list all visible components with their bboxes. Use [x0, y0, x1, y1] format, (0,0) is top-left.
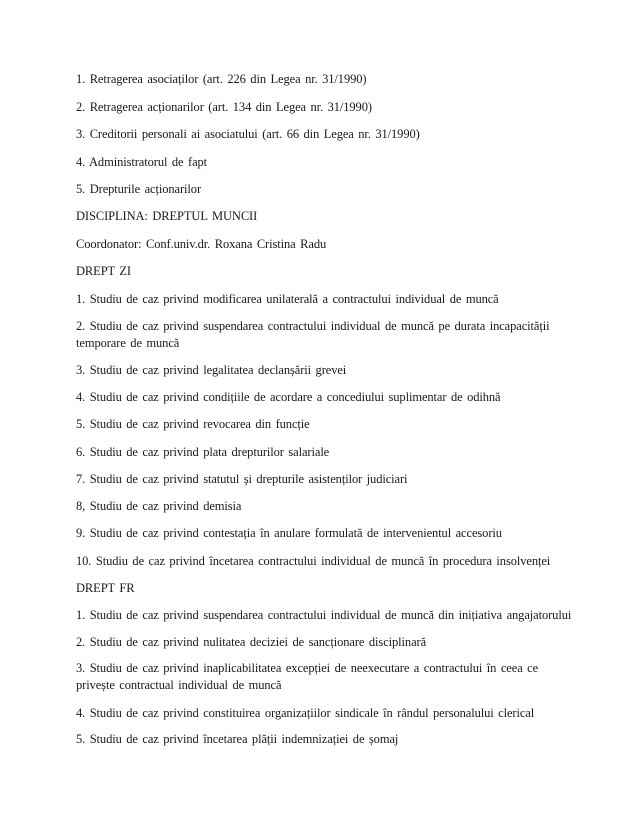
- coordinator-line: Coordonator: Conf.univ.dr. Roxana Cristina Radu: [76, 237, 327, 251]
- list-item: 2. Studiu de caz privind nulitatea deciziei de sancționare disciplinară: [76, 635, 427, 649]
- list-item: 8, Studiu de caz privind demisia: [76, 499, 242, 513]
- list-item: 5. Drepturile acționarilor: [76, 182, 202, 196]
- list-item: 5. Studiu de caz privind revocarea din funcție: [76, 417, 310, 431]
- list-item: 2. Studiu de caz privind suspendarea contractului individual de muncă pe durata incapacității temporare de muncă: [76, 319, 550, 350]
- section-heading: DREPT FR: [76, 581, 135, 595]
- list-item: 7. Studiu de caz privind statutul și drepturile asistenților judiciari: [76, 472, 408, 486]
- list-item: 6. Studiu de caz privind plata drepturilor salariale: [76, 445, 330, 459]
- list-item: 1. Studiu de caz privind modificarea unilaterală a contractului individual de muncă: [76, 292, 499, 306]
- section-heading: DISCIPLINA: DREPTUL MUNCII: [76, 209, 258, 223]
- list-item: 4. Studiu de caz privind constituirea organizațiilor sindicale în rândul personalului clerical: [76, 706, 535, 720]
- list-item: 9. Studiu de caz privind contestația în anulare formulată de intervenientul accesoriu: [76, 526, 502, 540]
- list-item: 4. Studiu de caz privind condițiile de acordare a concediului suplimentar de odihnă: [76, 390, 501, 404]
- list-item: 2. Retragerea acționarilor (art. 134 din Legea nr. 31/1990): [76, 100, 372, 114]
- list-item: 1. Studiu de caz privind suspendarea contractului individual de muncă din inițiativa angajatorului: [76, 608, 572, 622]
- list-item: 4. Administratorul de fapt: [76, 155, 208, 169]
- list-item: 3. Studiu de caz privind legalitatea declanșării grevei: [76, 363, 347, 377]
- section-heading: DREPT ZI: [76, 264, 131, 278]
- list-item: 10. Studiu de caz privind încetarea contractului individual de muncă în procedura insolvenței: [76, 554, 551, 568]
- list-item: 5. Studiu de caz privind încetarea plății indemnizației de șomaj: [76, 732, 399, 746]
- list-item: 3. Studiu de caz privind inaplicabilitatea excepției de neexecutare a contractului în ceea ce privește contractual individual de muncă: [76, 661, 539, 692]
- list-item: 3. Creditorii personali ai asociatului (art. 66 din Legea nr. 31/1990): [76, 127, 420, 141]
- list-item: 1. Retragerea asociaților (art. 226 din Legea nr. 31/1990): [76, 72, 367, 86]
